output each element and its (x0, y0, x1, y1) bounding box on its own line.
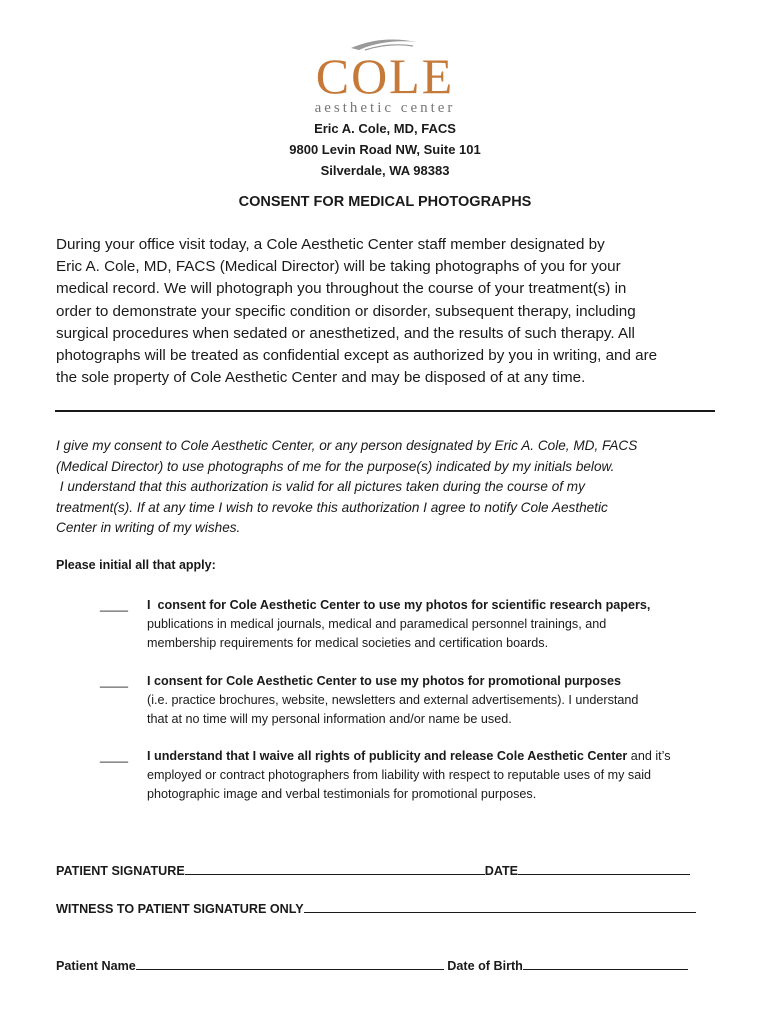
intro-line: order to demonstrate your specific condition or disorder, subsequent therapy, including (56, 302, 636, 320)
option-text: photographic image and verbal testimonials for promotional purposes. (147, 787, 537, 801)
logo-subtitle: aesthetic center (314, 100, 456, 116)
patient-name-field[interactable] (136, 957, 444, 970)
initial-blank[interactable]: ____ (100, 674, 129, 688)
initial-blank[interactable]: ____ (100, 598, 129, 612)
option-text: employed or contract photographers from liability with respect to reputable uses of my said (147, 768, 651, 782)
option-heading: I consent for Cole Aesthetic Center to use my photos for promotional purposes (147, 674, 621, 688)
intro-line: photographs will be treated as confidential except as authorized by you in writing, and are (56, 347, 658, 365)
intro-line: surgical procedures when sedated or anesthetized, and the results of such therapy. All (56, 324, 635, 342)
option-heading: I consent for Cole Aesthetic Center to use my photos for scientific research papers, (147, 598, 651, 612)
practice-header (0, 118, 770, 181)
option-text: that at no time will my personal information and/or name be used. (147, 712, 512, 726)
witness-row (56, 900, 696, 916)
option-text: (i.e. practice brochures, website, newsletters and external advertisements). I understand (147, 693, 639, 707)
dob-field[interactable] (523, 957, 688, 970)
logo-word: COLE (315, 48, 455, 104)
section-divider (55, 410, 715, 412)
intro-line: During your office visit today, a Cole Aesthetic Center staff member designated by (56, 236, 605, 253)
consent-line: (Medical Director) to use photographs of me for the purpose(s) indicated by my initials below. (56, 458, 615, 474)
date-field[interactable] (518, 862, 690, 875)
consent-line: Center in writing of my wishes. (56, 520, 241, 535)
intro-line: Eric A. Cole, MD, FACS (Medical Director) will be taking photographs of you for your (56, 258, 621, 276)
consent-line: treatment(s). If at any time I wish to revoke this authorization I agree to notify Cole Aesthetic (56, 499, 608, 515)
address-line-2: Silverdale, WA 98383 (320, 163, 450, 178)
witness-label: WITNESS TO PATIENT SIGNATURE ONLY (56, 902, 304, 916)
option-text: membership requirements for medical societies and certification boards. (147, 636, 549, 650)
intro-line: the sole property of Cole Aesthetic Center and may be disposed of at any time. (56, 369, 586, 387)
patient-name-row (56, 957, 688, 973)
consent-line: I understand that this authorization is valid for all pictures taken during the course of my (56, 479, 585, 494)
initial-blank[interactable]: ____ (100, 749, 129, 763)
date-label: DATE (484, 864, 519, 878)
intro-line: medical record. We will photograph you throughout the course of your treatment(s) in (56, 280, 627, 298)
form-title: CONSENT FOR MEDICAL PHOTOGRAPHS (238, 194, 532, 210)
consent-line: I give my consent to Cole Aesthetic Center, or any person designated by Eric A. Cole, MD, FACS (56, 438, 638, 453)
consent-statement (56, 436, 716, 539)
intro-paragraph (56, 234, 721, 389)
patient-signature-field[interactable] (185, 862, 485, 875)
address-line-1: 9800 Levin Road NW, Suite 101 (289, 142, 481, 157)
witness-signature-field[interactable] (304, 900, 696, 913)
patient-name-label: Patient Name (56, 959, 136, 973)
dob-label: Date of Birth (447, 959, 523, 973)
patient-signature-label: PATIENT SIGNATURE (56, 864, 185, 878)
option-text: publications in medical journals, medical and paramedical personnel trainings, and (147, 617, 607, 631)
doctor-name: Eric A. Cole, MD, FACS (314, 121, 456, 136)
cole-logo (0, 38, 770, 118)
option-heading: I understand that I waive all rights of publicity and release Cole Aesthetic Center (147, 749, 628, 763)
initial-heading: Please initial all that apply: (56, 558, 216, 572)
signature-row (56, 862, 690, 878)
option-heading-tail: and it’s (627, 749, 671, 763)
